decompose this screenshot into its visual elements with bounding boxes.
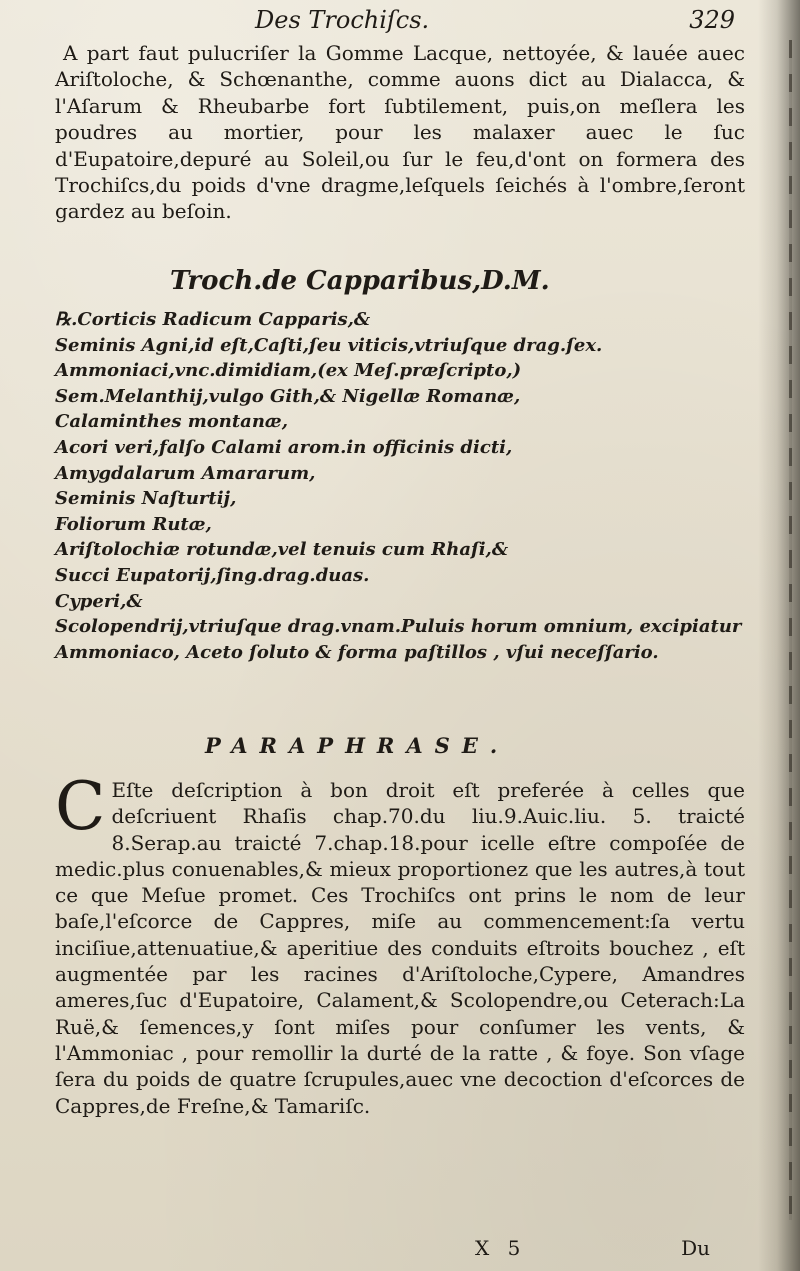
recipe-line: Seminis Agni,id eſt,Caſti,ſeu viticis,vtriuſque drag.ſex. — [55, 334, 603, 356]
page-number: 329 — [689, 6, 735, 34]
recipe-line: Ammoniaci,vnc.dimidiam,(ex Meſ.præſcripto,) — [55, 360, 522, 382]
recipe-line: Sem.Melanthij,vulgo Gith,& Nigellæ Romanæ, — [55, 385, 521, 407]
page-header — [60, 6, 750, 38]
recipe-line: ℞.Corticis Radicum Capparis,& — [55, 309, 371, 330]
recipe-line: Ariſtolochiæ rotundæ,vel tenuis cum Rhaſi,& — [55, 539, 509, 561]
signature-mark: X 5 — [475, 1236, 527, 1260]
recipe-line: Acori veri,falſo Calami arom.in officinis dicti, — [55, 436, 513, 458]
intro-paragraph: A part faut pulucriſer la Gomme Lacque, nettoyée, & lauée auec Ariſtoloche, & Schœnanthe, comme auons dict au Dialacca, & l'Aſarum & Rheubarbe fort ſubtilement, puis,on meſlera les poudres au mortier, pour les malaxer auec le ſuc d'Eupatoire,depuré au Soleil,ou ſur le feu,d'ont on formera des Trochiſcs,du poids d'vne dragme,leſquels ſeichés à l'ombre,ſeront gardez au beſoin. — [55, 41, 745, 224]
paraphrase-paragraph — [55, 768, 745, 1119]
recipe-line: Scolopendrij,vtriuſque drag.vnam.Puluis horum omnium, excipiatur Ammoniaco, Aceto ſoluto & forma paſtillos , vſui neceſſario. — [55, 616, 742, 663]
recipe-line: Calaminthes montanæ, — [55, 411, 288, 433]
page-footer — [430, 1236, 750, 1262]
page-gutter-shadow — [758, 0, 800, 1271]
recipe-list — [55, 307, 745, 665]
paraphrase-text: Eſte deſcription à bon droit eſt preferée à celles que deſcriuent Rhaſis chap.70.du liu.9.Auic.liu. 5. traicté 8.Serap.au traicté 7.chap.18.pour icelle eſtre compoſée de medic.plus conuenables,& mieux proportionez que les autres,à tout ce que Meſue promet. Ces Trochiſcs ont prins le nom de leur baſe,l'eſcorce de Cappres, miſe au commencement:ſa vertu inciſiue,attenuatiue,& aperitiue des conduits eſtroits bouchez , eſt augmentée par les racines d'Ariſtoloche,Cypere, Amandres ameres,ſuc d'Eupatoire, Calament,& Scolopendre,ou Ceterach:La Ruë,& ſemences,y ſont miſes pour conſumer les vents, & l'Ammoniac , pour remollir la durté de la ratte , & foye. Son vſage ſera du poids de quatre ſcrupules,auec vne decoction d'eſcorces de Cappres,de Freſne,& Tamariſc. — [55, 778, 745, 1118]
recipe-line: Foliorum Rutæ, — [55, 513, 212, 535]
recipe-line: Seminis Naſturtij, — [55, 488, 237, 510]
paraphrase-heading: PARAPHRASE. — [205, 733, 510, 758]
recipe-title: Troch.de Capparibus,D.M. — [170, 266, 550, 296]
catchword: Du — [681, 1236, 710, 1260]
recipe-line: Succi Eupatorij,ſing.drag.duas. — [55, 564, 370, 586]
running-title: Des Trochiſcs. — [255, 6, 430, 34]
drop-cap-initial: C — [55, 768, 106, 845]
recipe-line: Cyperi,& — [55, 590, 143, 612]
recipe-line: Amygdalarum Amararum, — [55, 462, 316, 484]
